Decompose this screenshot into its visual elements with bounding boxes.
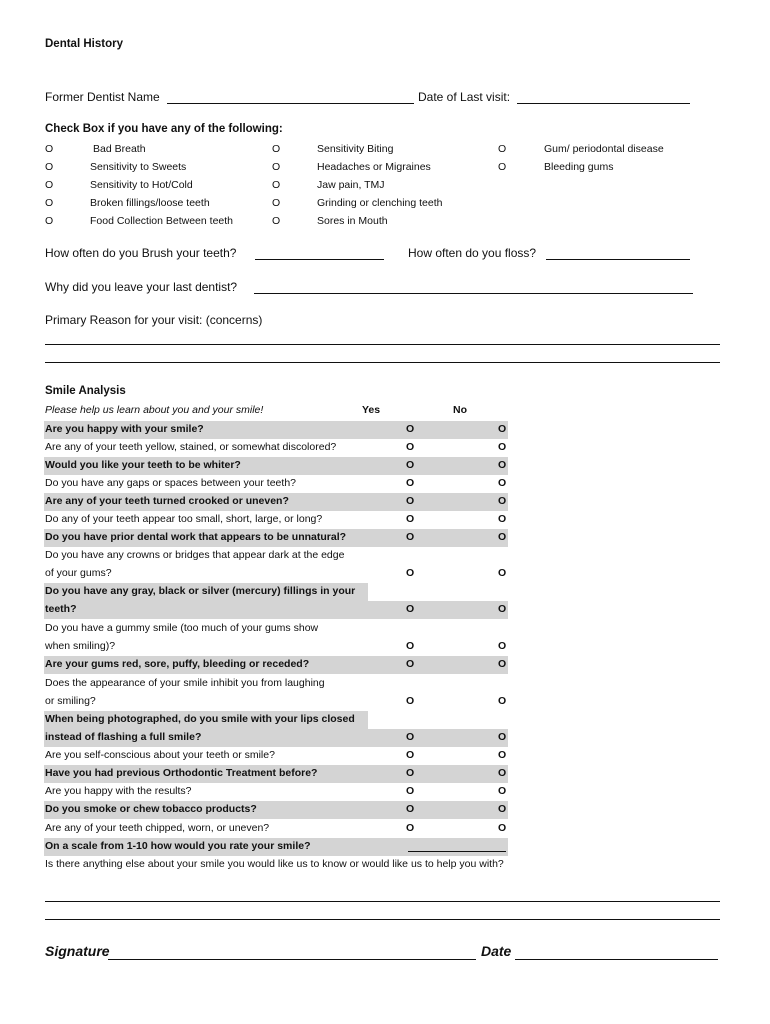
checkbox-grinding[interactable]: O xyxy=(272,197,281,209)
yes-option[interactable]: O xyxy=(406,531,415,543)
no-option[interactable]: O xyxy=(498,658,507,670)
checkbox-label: Sores in Mouth xyxy=(317,215,388,227)
smile-row xyxy=(44,838,508,856)
question-text: Do you have any crowns or bridges that appear dark at the edge xyxy=(45,549,345,561)
no-option[interactable]: O xyxy=(498,459,507,471)
question-text: Are any of your teeth chipped, worn, or uneven? xyxy=(45,822,270,834)
smile-row xyxy=(44,565,508,583)
yes-option[interactable]: O xyxy=(406,441,415,453)
anything-else-line-1[interactable] xyxy=(45,901,720,902)
yes-option[interactable]: O xyxy=(406,658,415,670)
smile-row xyxy=(44,747,508,765)
checkbox-label: Bleeding gums xyxy=(544,161,614,173)
yes-option[interactable]: O xyxy=(406,749,415,761)
smile-row xyxy=(44,656,508,674)
checkbox-label: Sensitivity to Hot/Cold xyxy=(90,179,193,191)
smile-row xyxy=(44,801,508,819)
smile-row xyxy=(44,511,508,529)
smile-row xyxy=(44,693,508,711)
brush-label: How often do you Brush your teeth? xyxy=(45,246,237,260)
smile-row-line xyxy=(44,620,508,638)
smile-row-line xyxy=(44,711,508,729)
question-text: On a scale from 1-10 how would you rate your smile? xyxy=(45,840,311,852)
no-option[interactable]: O xyxy=(498,477,507,489)
reason-line-1[interactable] xyxy=(45,344,720,345)
checkbox-label: Sensitivity to Sweets xyxy=(90,161,187,173)
question-text: of your gums? xyxy=(45,567,112,579)
checkbox-label: Bad Breath xyxy=(93,143,146,155)
yes-option[interactable]: O xyxy=(406,567,415,579)
leave-dentist-field[interactable] xyxy=(254,282,693,294)
question-text: Are your gums red, sore, puffy, bleeding or receded? xyxy=(45,658,310,670)
date-field[interactable] xyxy=(515,945,718,960)
smile-row xyxy=(44,765,508,783)
checkbox-sweets[interactable]: O xyxy=(45,161,54,173)
yes-option[interactable]: O xyxy=(406,822,415,834)
checkbox-heading: Check Box if you have any of the following: xyxy=(45,123,283,135)
smile-row xyxy=(44,529,508,547)
form-title: Dental History xyxy=(45,38,123,50)
question-text: Are you self-conscious about your teeth or smile? xyxy=(45,749,275,761)
yes-option[interactable]: O xyxy=(406,513,415,525)
checkbox-sores[interactable]: O xyxy=(272,215,281,227)
smile-row xyxy=(44,475,508,493)
signature-field[interactable] xyxy=(108,945,476,960)
checkbox-food-collection[interactable]: O xyxy=(45,215,54,227)
yes-option[interactable]: O xyxy=(406,495,415,507)
question-text: or smiling? xyxy=(45,695,96,707)
yes-option[interactable]: O xyxy=(406,477,415,489)
checkbox-label: Gum/ periodontal disease xyxy=(544,143,664,155)
question-text: Do you have a gummy smile (too much of your gums show xyxy=(45,622,319,634)
no-header: No xyxy=(453,404,467,416)
yes-option[interactable]: O xyxy=(406,640,415,652)
smile-row xyxy=(44,638,508,656)
no-option[interactable]: O xyxy=(498,441,507,453)
yes-option[interactable]: O xyxy=(406,603,415,615)
smile-intro: Please help us learn about you and your smile! xyxy=(45,404,264,416)
former-dentist-label: Former Dentist Name xyxy=(45,90,160,104)
former-dentist-field[interactable] xyxy=(167,92,414,104)
no-option[interactable]: O xyxy=(498,785,507,797)
yes-header: Yes xyxy=(362,404,381,416)
no-option[interactable]: O xyxy=(498,531,507,543)
question-text: when smiling)? xyxy=(45,640,116,652)
question-text: Do you have any gray, black or silver (mercury) fillings in your xyxy=(45,585,356,597)
question-text: Do you smoke or chew tobacco products? xyxy=(45,803,257,815)
floss-label: How often do you floss? xyxy=(408,246,537,260)
floss-field[interactable] xyxy=(546,248,690,260)
smile-row xyxy=(44,783,508,801)
yes-option[interactable]: O xyxy=(406,459,415,471)
no-option[interactable]: O xyxy=(498,731,507,743)
question-text: Are you happy with the results? xyxy=(45,785,192,797)
checkbox-gum-disease[interactable]: O xyxy=(498,143,507,155)
smile-row xyxy=(44,421,508,439)
brush-field[interactable] xyxy=(255,248,384,260)
question-text: teeth? xyxy=(45,603,77,615)
smile-row xyxy=(44,493,508,511)
yes-option[interactable]: O xyxy=(406,785,415,797)
smile-row xyxy=(44,729,508,747)
smile-row xyxy=(44,439,508,457)
question-text: Do any of your teeth appear too small, short, large, or long? xyxy=(45,513,323,525)
checkbox-sensitivity-biting[interactable]: O xyxy=(272,143,281,155)
leave-dentist-label: Why did you leave your last dentist? xyxy=(45,280,238,294)
reason-label: Primary Reason for your visit: (concerns) xyxy=(45,313,263,327)
last-visit-field[interactable] xyxy=(517,92,690,104)
no-option[interactable]: O xyxy=(498,513,507,525)
signature-label: Signature xyxy=(45,943,110,959)
reason-line-2[interactable] xyxy=(45,362,720,363)
yes-option[interactable]: O xyxy=(406,767,415,779)
yes-option[interactable]: O xyxy=(406,695,415,707)
checkbox-label: Jaw pain, TMJ xyxy=(317,179,385,191)
question-text: Would you like your teeth to be whiter? xyxy=(45,459,241,471)
no-option[interactable]: O xyxy=(498,822,507,834)
smile-row-line xyxy=(44,675,508,693)
question-text: Are you happy with your smile? xyxy=(45,423,204,435)
smile-rating-field[interactable] xyxy=(408,838,506,852)
no-option[interactable]: O xyxy=(498,695,507,707)
checkbox-bleeding-gums[interactable]: O xyxy=(498,161,507,173)
question-text: Do you have prior dental work that appears to be unnatural? xyxy=(45,531,347,543)
date-label: Date xyxy=(481,943,512,959)
smile-heading: Smile Analysis xyxy=(45,385,126,397)
no-option[interactable]: O xyxy=(498,603,507,615)
no-option[interactable]: O xyxy=(498,495,507,507)
smile-row-line xyxy=(44,547,508,565)
question-text: Do you have any gaps or spaces between your teeth? xyxy=(45,477,296,489)
checkbox-label: Headaches or Migraines xyxy=(317,161,431,173)
no-option[interactable]: O xyxy=(498,640,507,652)
smile-row xyxy=(44,601,508,619)
smile-row xyxy=(44,820,508,838)
question-text: Are any of your teeth turned crooked or uneven? xyxy=(45,495,289,507)
last-visit-label: Date of Last visit: xyxy=(418,90,511,104)
checkbox-label: Broken fillings/loose teeth xyxy=(90,197,210,209)
checkbox-jaw-pain[interactable]: O xyxy=(272,179,281,191)
yes-option[interactable]: O xyxy=(406,731,415,743)
smile-row-line xyxy=(44,583,508,601)
checkbox-broken-fillings[interactable]: O xyxy=(45,197,54,209)
question-text: instead of flashing a full smile? xyxy=(45,731,202,743)
question-text: Does the appearance of your smile inhibit you from laughing xyxy=(45,677,325,689)
question-text: When being photographed, do you smile with your lips closed xyxy=(45,713,355,725)
checkbox-bad-breath[interactable]: O xyxy=(45,143,54,155)
checkbox-label: Sensitivity Biting xyxy=(317,143,394,155)
smile-row xyxy=(44,457,508,475)
yes-option[interactable]: O xyxy=(406,423,415,435)
checkbox-hot-cold[interactable]: O xyxy=(45,179,54,191)
question-text: Have you had previous Orthodontic Treatment before? xyxy=(45,767,318,779)
no-option[interactable]: O xyxy=(498,749,507,761)
checkbox-label: Grinding or clenching teeth xyxy=(317,197,443,209)
checkbox-label: Food Collection Between teeth xyxy=(90,215,234,227)
no-option[interactable]: O xyxy=(498,803,507,815)
yes-option[interactable]: O xyxy=(406,803,415,815)
checkbox-headaches[interactable]: O xyxy=(272,161,281,173)
anything-else-question: Is there anything else about your smile you would like us to know or would like us to help you with? xyxy=(45,858,504,870)
no-option[interactable]: O xyxy=(498,567,507,579)
anything-else-line-2[interactable] xyxy=(45,919,720,920)
question-text: Are any of your teeth yellow, stained, or somewhat discolored? xyxy=(45,441,337,453)
no-option[interactable]: O xyxy=(498,767,507,779)
no-option[interactable]: O xyxy=(498,423,507,435)
